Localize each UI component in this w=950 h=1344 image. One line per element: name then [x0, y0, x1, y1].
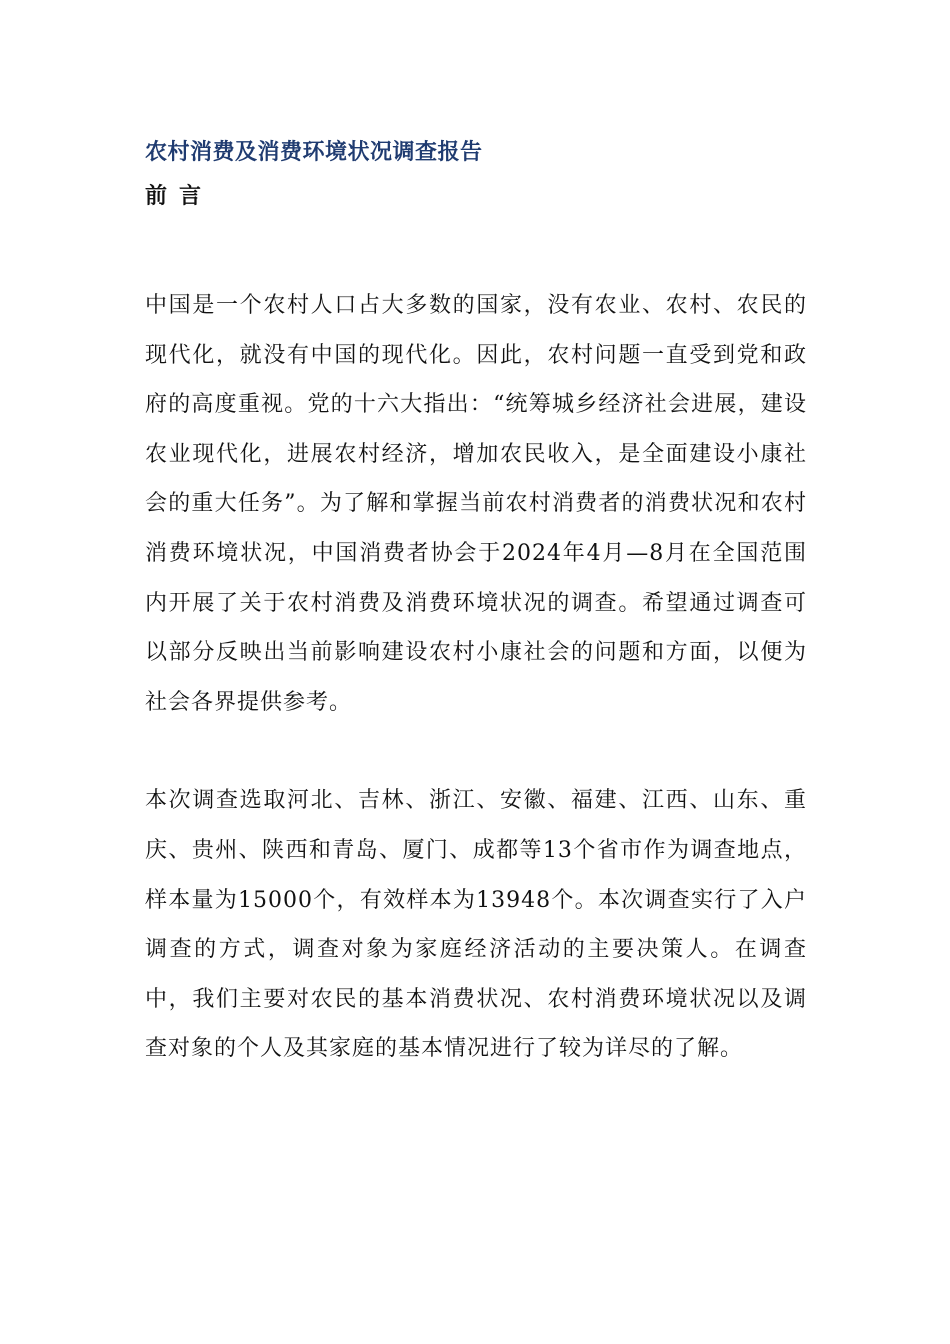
body-paragraph-2: 本次调查选取河北、吉林、浙江、安徽、福建、江西、山东、重庆、贵州、陕西和青岛、厦门、成都等13个省市作为调查地点，样本量为15000个，有效样本为13948个。本次调查实行了入户调查的方式，调查对象为家庭经济活动的主要决策人。在调查中，我们主要对农民的基本消费状况、农村消费环境状况以及调查对象的个人及其家庭的基本情况进行了较为详尽的了解。 — [145, 788, 807, 1062]
document-title: 农村消费及消费环境状况调查报告 — [145, 139, 483, 165]
body-paragraph-1: 中国是一个农村人口占大多数的国家，没有农业、农村、农民的现代化，就没有中国的现代化。因此，农村问题一直受到党和政府的高度重视。党的十六大指出：“统筹城乡经济社会进展，建设农业现代化，进展农村经济，增加农民收入，是全面建设小康社会的重大任务”。为了解和掌握当前农村消费者的消费状况和农村消费环境状况，中国消费者协会于2024年4月—8月在全国范围内开展了关于农村消费及消费环境状况的调查。希望通过调查可以部分反映出当前影响建设农村小康社会的问题和方面，以便为社会各界提供参考。 — [145, 293, 807, 715]
document-page — [145, 130, 807, 1074]
section-heading-preface: 前言 — [145, 183, 214, 209]
